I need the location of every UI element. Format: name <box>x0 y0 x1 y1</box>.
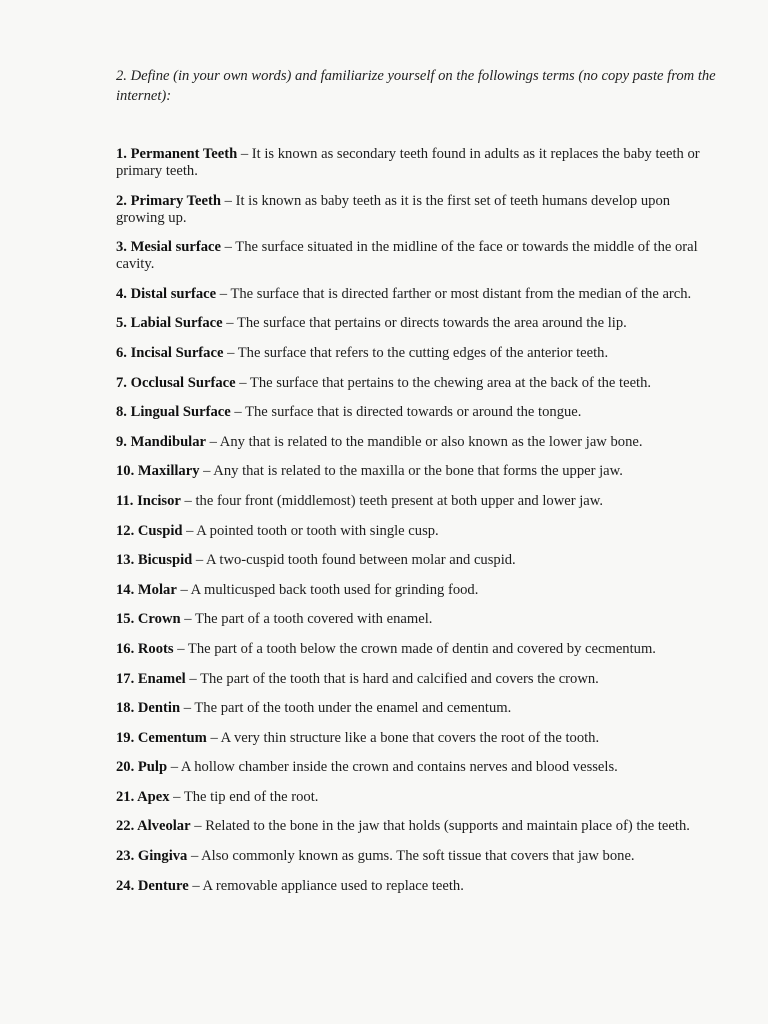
term-definition: – It is known as baby teeth as it is the first set of teeth humans develop upon growing up. <box>116 192 671 226</box>
term-label: 5. Labial Surface <box>116 315 223 332</box>
list-item <box>116 878 716 895</box>
term-definition: – The surface that is directed towards or around the tongue. <box>230 404 582 421</box>
term-definition: – The surface that pertains to the chewing area at the back of the teeth. <box>235 374 652 391</box>
list-item <box>116 730 716 747</box>
term-definition: – The part of the tooth that is hard and calcified and covers the crown. <box>185 670 599 687</box>
list-item <box>116 818 716 835</box>
list-item <box>116 552 716 569</box>
list-item <box>116 315 716 332</box>
term-label: 20. Pulp <box>116 759 168 776</box>
term-label: 18. Dentin <box>116 700 181 717</box>
term-definition: – A two-cuspid tooth found between molar and cuspid. <box>192 552 516 569</box>
term-definition: – The surface that is directed farther or most distant from the median of the arch. <box>216 285 692 302</box>
term-definition: – A very thin structure like a bone that covers the root of the tooth. <box>206 729 600 746</box>
term-label: 24. Denture <box>116 877 189 894</box>
list-item <box>116 671 716 688</box>
term-label: 14. Molar <box>116 581 177 598</box>
list-item <box>116 493 716 510</box>
term-definition: – the four front (middlemost) teeth present at both upper and lower jaw. <box>180 492 604 509</box>
term-definition: – Any that is related to the mandible or also known as the lower jaw bone. <box>206 433 643 450</box>
term-label: 1. Permanent Teeth <box>116 146 238 162</box>
list-item <box>116 523 716 540</box>
term-label: 9. Mandibular <box>116 433 207 450</box>
term-definition: – The tip end of the root. <box>169 788 319 805</box>
term-label: 10. Maxillary <box>116 463 200 480</box>
term-label: 7. Occlusal Surface <box>116 374 236 391</box>
term-definition: – The surface that refers to the cutting edges of the anterior teeth. <box>223 344 609 361</box>
term-definition: – The part of a tooth below the crown made of dentin and covered by cecmentum. <box>173 640 656 657</box>
term-definition: – A pointed tooth or tooth with single cusp. <box>182 522 439 539</box>
list-item <box>116 641 716 658</box>
term-definition: – The surface situated in the midline of the face or towards the middle of the oral cavity. <box>116 239 698 273</box>
term-label: 19. Cementum <box>116 729 207 746</box>
term-definition: – A removable appliance used to replace teeth. <box>188 877 464 894</box>
term-definition: – A multicusped back tooth used for grinding food. <box>176 581 479 598</box>
list-item <box>116 700 716 717</box>
term-label: 22. Alveolar <box>116 818 191 835</box>
list-item <box>116 345 716 362</box>
list-item <box>116 404 716 421</box>
list-item <box>116 239 716 273</box>
term-definition: – Any that is related to the maxilla or the bone that forms the upper jaw. <box>199 463 623 480</box>
term-label: 16. Roots <box>116 640 174 657</box>
list-item <box>116 146 716 180</box>
term-label: 13. Bicuspid <box>116 552 193 569</box>
list-item <box>116 193 716 227</box>
terms-list <box>116 146 716 907</box>
list-item <box>116 611 716 628</box>
term-label: 6. Incisal Surface <box>116 344 224 361</box>
term-definition: – It is known as secondary teeth found in adults as it replaces the baby teeth or primary teeth. <box>116 146 700 179</box>
term-definition: – Related to the bone in the jaw that holds (supports and maintain place of) the teeth. <box>190 818 690 835</box>
term-label: 4. Distal surface <box>116 285 217 302</box>
term-definition: – The part of a tooth covered with enamel. <box>180 611 433 628</box>
list-item <box>116 789 716 806</box>
assignment-heading: 2. Define (in your own words) and familiarize yourself on the followings terms (no copy paste from the internet): <box>116 68 716 104</box>
term-label: 23. Gingiva <box>116 848 188 865</box>
term-label: 15. Crown <box>116 611 181 628</box>
term-definition: – The surface that pertains or directs towards the area around the lip. <box>222 315 627 332</box>
list-item <box>116 375 716 392</box>
term-label: 2. Primary Teeth <box>116 192 221 209</box>
term-definition: – Also commonly known as gums. The soft tissue that covers that jaw bone. <box>187 848 635 865</box>
term-definition: – The part of the tooth under the enamel and cementum. <box>180 700 512 717</box>
term-label: 12. Cuspid <box>116 522 183 539</box>
list-item <box>116 463 716 480</box>
term-label: 17. Enamel <box>116 670 186 687</box>
term-label: 11. Incisor <box>116 492 181 509</box>
list-item <box>116 848 716 865</box>
term-label: 21. Apex <box>116 788 170 805</box>
term-definition: – A hollow chamber inside the crown and contains nerves and blood vessels. <box>167 759 618 776</box>
term-label: 8. Lingual Surface <box>116 404 231 421</box>
list-item <box>116 434 716 451</box>
list-item <box>116 286 716 303</box>
term-label: 3. Mesial surface <box>116 239 221 256</box>
list-item <box>116 759 716 776</box>
list-item <box>116 582 716 599</box>
